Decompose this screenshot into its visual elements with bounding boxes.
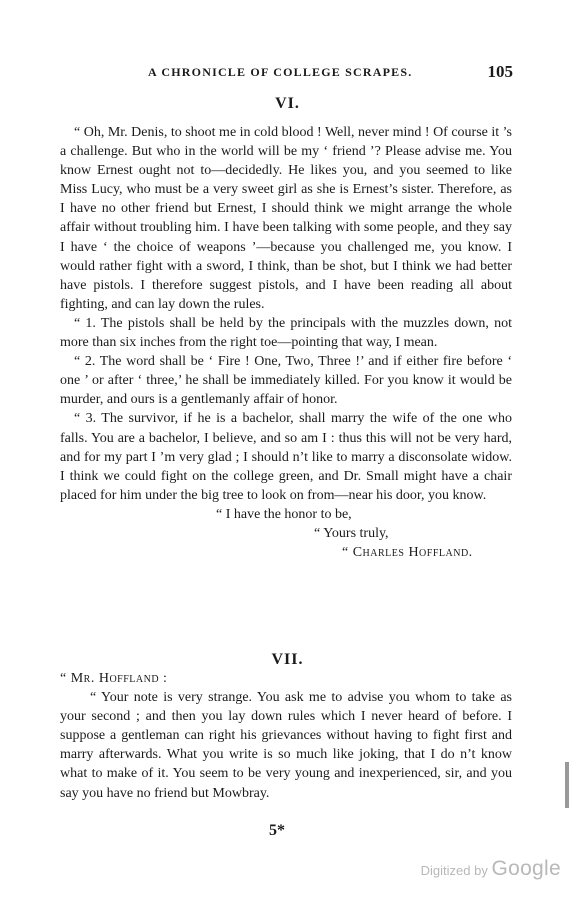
page-edge-mark: [565, 762, 569, 808]
section-heading-vi: VI.: [275, 95, 300, 112]
section-vii-body: [60, 669, 512, 803]
section-heading-vii: VII.: [271, 651, 304, 668]
rule-2-paragraph: “ 2. The word shall be ‘ Fire ! One, Two, Three !’ and if either fire before ‘ one ’ or after ‘ three,’ he shall be immediately killed. For you know it would be murder, and ours is a gentlemanly affair of honor.: [60, 354, 512, 408]
digitized-watermark: [421, 857, 561, 881]
section-vi-body: [60, 123, 512, 562]
reply-paragraph: “ Your note is very strange. You ask me to advise you whom to take as your second ; and then you lay down rules which I never heard of before. I suppose a gentleman can right his grievances without having to fight first and marry afterwards. What you write is so much like joking, that I do n’t know what to make of it. You seem to be very young and inexperienced, sir, and you say you have no friend but Mowbray.: [60, 690, 512, 801]
signature-mark: 5*: [269, 822, 285, 839]
watermark-prefix: Digitized by: [420, 863, 488, 878]
closing-line-honor: “ I have the honor to be,: [216, 506, 352, 522]
letter-paragraph: “ Oh, Mr. Denis, to shoot me in cold blood ! Well, never mind ! Of course it ’s a challenge. But who in the world will be my ‘ friend ’? Please advise me. You know Ernest ought not to—decidedly. He likes you, and you seemed to like Miss Lucy, who must be a very sweet girl as she is Ernest’s sister. Therefore, as I have no other friend but Ernest, I should think we might arrange the whole affair without troubling him. I have been talking with some people, and they say I have ‘ the choice of weapons ’—because you challenged me, you know. I would rather fight with a sword, I think, than be shot, but I think we had better have pistols. I therefore suggest pistols, and I have been reading all about fighting, and can lay down the rules.: [60, 125, 512, 312]
watermark-brand: Google: [491, 857, 561, 880]
closing-line-yours: “ Yours truly,: [314, 525, 389, 541]
page-header: [148, 62, 513, 84]
rule-1-paragraph: “ 1. The pistols shall be held by the principals with the muzzles down, not more than six inches from the right toe—pointing that way, I mean.: [60, 315, 512, 351]
rule-3-paragraph: “ 3. The survivor, if he is a bachelor, shall marry the wife of the one who falls. You are a bachelor, I believe, and so am I : thus this will not be very hard, and for my part I ’m very glad ; I should n’t like to marry a disconsolate widow. I think we could fight on the college green, and Dr. Small might have a chair placed for him under the big tree to look on from—near his door, you know.: [60, 411, 512, 503]
running-title: A CHRONICLE OF COLLEGE SCRAPES.: [148, 65, 413, 79]
letter-signature: “ Charles Hoffland.: [342, 545, 473, 561]
salutation: “ Mr. Hoffland :: [60, 671, 168, 686]
page-number: 105: [487, 62, 513, 81]
